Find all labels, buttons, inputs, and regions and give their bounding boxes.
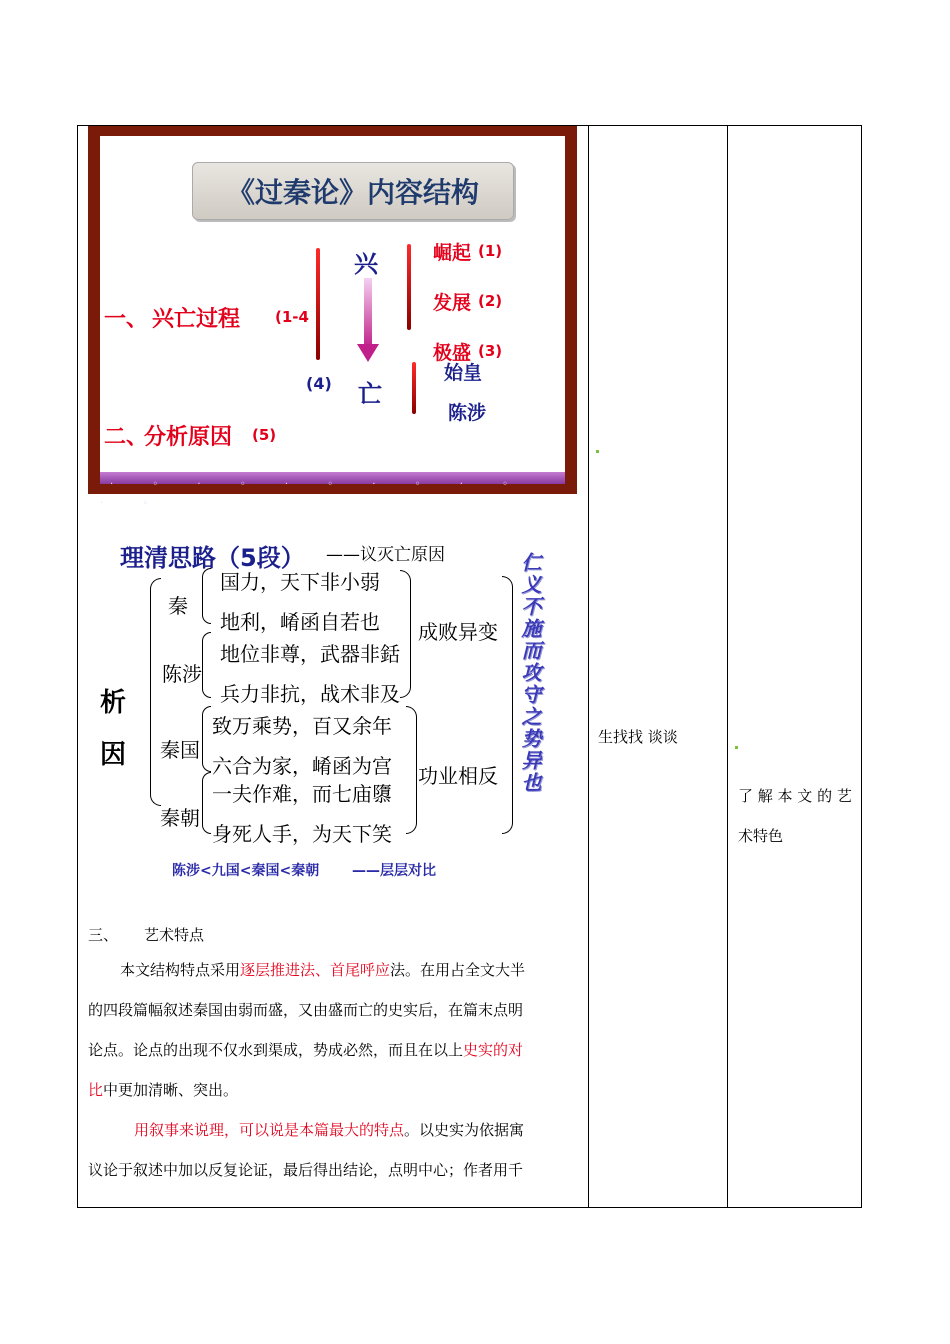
table-bottom-border [77, 1207, 862, 1208]
group-label-qinguo: 秦国 [160, 738, 200, 762]
conclusion-text: 仁义不施而攻守之势异也 [518, 552, 542, 794]
p1-line-3: 论点。论点的出现不仅水到渠成，势成必然，而且在以上 [88, 1041, 464, 1059]
paragraph-1 [88, 950, 582, 1110]
structure-slide [88, 126, 577, 509]
group-label-chenshe: 陈涉 [162, 662, 202, 686]
p1-highlight-1: 逐层推进法、首尾呼应 [240, 961, 391, 979]
group-chenshe-line-1: 地位非尊，武器非銛 [220, 642, 400, 666]
table-divider-1 [588, 125, 589, 1208]
p2-text-a: 。以史实为依据寓 [404, 1121, 525, 1139]
p1-highlight-2a: 史实的对 [463, 1041, 524, 1059]
stage-1: 崛起 [433, 242, 472, 264]
p1-line-4: 中更加清晰、突出。 [103, 1081, 239, 1099]
paragraph-2 [88, 1110, 582, 1190]
slide-bottom-border: · ◦ · ◦ · ◦ · ◦ · ◦ · ◦ [100, 472, 565, 484]
section-title: 艺术特点 [144, 926, 205, 944]
fall-item-1: 始皇 [444, 362, 483, 384]
comparison: 陈涉<九国<秦国<秦朝 [172, 863, 320, 879]
group-chenshe-line-2: 兵力非抗，战术非及 [220, 682, 400, 706]
root-char-1: 析 [100, 688, 127, 718]
section1-label: 一、 [104, 307, 149, 332]
p2-highlight: 用叙事来说理，可以说是本篇最大的特点 [134, 1121, 405, 1139]
outcome-bracket-2 [406, 706, 417, 834]
section2-range: (5) [252, 426, 277, 444]
group-qin-line-1: 国力，天下非小弱 [220, 570, 380, 594]
section2-label: 二、 [104, 425, 149, 450]
stage-3-num: (3) [478, 342, 503, 360]
student-activity: 生找找 谈谈 [598, 728, 678, 746]
fall-char: 亡 [358, 380, 382, 408]
group-bracket-chenshe [202, 632, 211, 698]
table-right-border [861, 125, 862, 1208]
comparison-note: ——层层对比 [352, 863, 436, 879]
section1-sub: (4) [306, 374, 332, 393]
diagram-heading: 理清思路（5段） [120, 544, 305, 572]
title-scroll [192, 162, 514, 220]
fall-item-2: 陈涉 [448, 402, 487, 424]
marker-dot-2 [735, 746, 738, 749]
table-left-border [77, 125, 78, 1208]
group-qinchao-line-2: 身死人手，为天下笑 [212, 822, 392, 846]
slide-canvas [100, 136, 565, 472]
teaching-goal [738, 776, 852, 856]
rise-char: 兴 [354, 250, 378, 278]
stage-1-num: (1) [478, 242, 503, 260]
root-char-2: 因 [100, 740, 127, 770]
goal-line-1: 了 解 本 文 的 艺 [738, 787, 852, 805]
p1-text-b: 法。在用占全文大半 [390, 961, 526, 979]
group-label-qinchao: 秦朝 [160, 806, 200, 830]
p1-line-2: 的四段篇幅叙述秦国由弱而盛，又由盛而亡的史实后，在篇末点明 [88, 1001, 524, 1019]
table-divider-2 [727, 125, 728, 1208]
down-arrow-icon [357, 344, 379, 362]
outcome-2: 功业相反 [418, 764, 498, 788]
section-number: 三、 [88, 926, 119, 944]
group-label-qin: 秦 [168, 594, 188, 618]
p1-highlight-2b: 比 [88, 1081, 104, 1099]
group-qin-line-2: 地利，崤函自若也 [220, 610, 380, 634]
group-bracket-qinguo [202, 706, 211, 772]
section1-text: 兴亡过程 [152, 307, 241, 332]
conclusion-bracket [502, 576, 513, 834]
arrow-shaft [364, 278, 372, 348]
group-bracket-qinchao [202, 772, 211, 834]
stage-2-num: (2) [478, 292, 503, 310]
diagram-heading-suffix: ——议灭亡原因 [326, 545, 445, 565]
group-qinguo-line-2: 六合为家，崤函为宫 [212, 754, 392, 778]
group-bracket-qin [202, 568, 211, 624]
right-bar-bottom [412, 362, 416, 414]
group-qinguo-line-1: 致万乘势，百又余年 [212, 714, 392, 738]
p1-text-a: 本文结构特点采用 [120, 961, 241, 979]
section2-text: 分析原因 [144, 425, 233, 450]
group-qinchao-line-1: 一夫作难，而七庙隳 [212, 782, 392, 806]
stage-2: 发展 [433, 292, 472, 314]
left-bar [316, 248, 320, 360]
stage-3: 极盛 [433, 342, 472, 364]
section1-range: (1-4 [275, 308, 309, 326]
right-bar-top [407, 244, 411, 330]
root-bracket [150, 578, 161, 806]
outcome-bracket-1 [400, 570, 411, 698]
marker-dot [596, 450, 599, 453]
p2-line-2: 议论于叙述中加以反复论证，最后得出结论，点明中心；作者用千 [88, 1161, 524, 1179]
goal-line-2: 术特色 [738, 827, 784, 845]
outcome-1: 成败异变 [418, 620, 498, 644]
slide-title: 《过秦论》内容结构 [226, 176, 479, 209]
